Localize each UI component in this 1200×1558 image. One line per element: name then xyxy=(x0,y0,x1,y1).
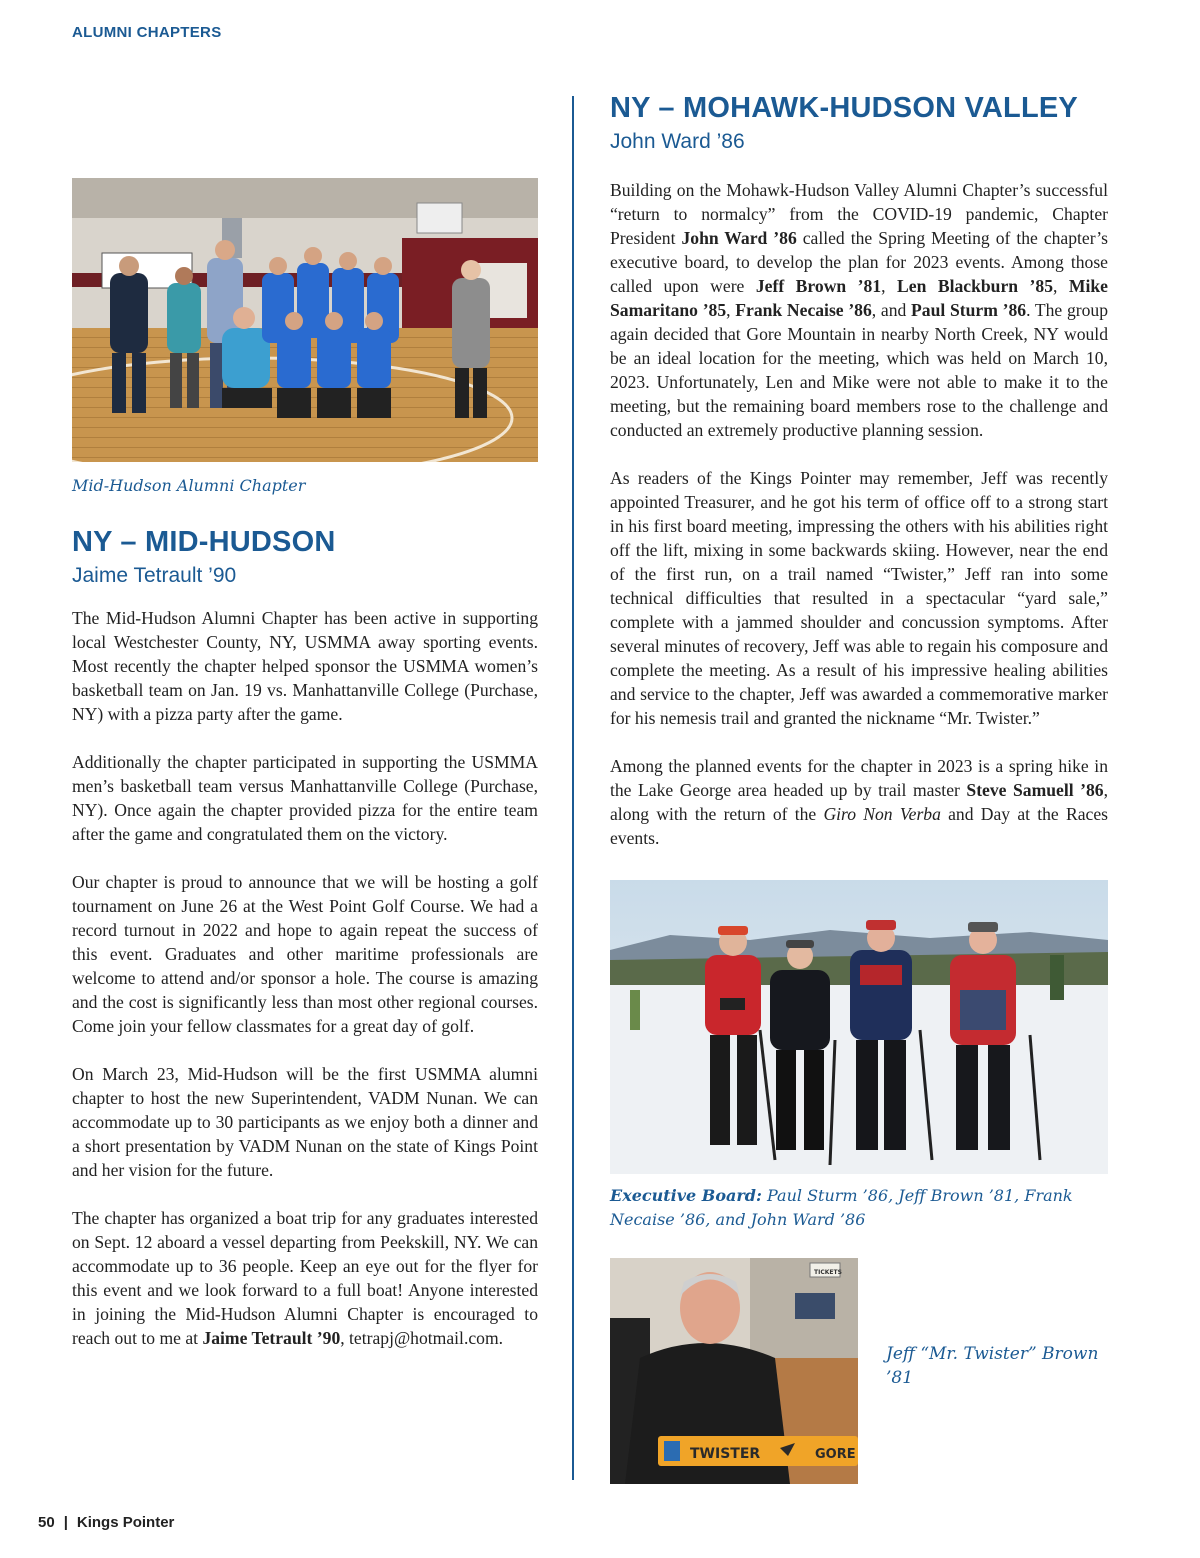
mohawk-hudson-paragraph-1: Building on the Mohawk-Hudson Valley Alumni Chapter’s successful “return to normalcy” from the COVID-19 pandemic, Chapter President John Ward ’86 called the Spring Meeting of the chapter’s executive board, to develop the plan for 2023 events. Among those called upon were Jeff Brown ’81, Len Blackburn ’85, Mike Samaritano ’85, Frank Necaise ’86, and Paul Sturm ’86. The group again decided that Gore Mountain in nearby North Creek, NY would be an ideal location for the meeting, which was held on March 10, 2023. Unfortunately, Len and Mike were not able to make it to the meeting, but the remaining board members rose to the challenge and conducted an extremely productive planning session. xyxy=(610,180,1108,440)
mid-hudson-heading: NY – MID-HUDSON xyxy=(72,526,336,558)
mohawk-hudson-heading: NY – MOHAWK-HUDSON VALLEY xyxy=(610,92,1078,124)
ski-slope-illustration xyxy=(610,880,1108,1174)
mid-hudson-byline: Jaime Tetrault ’90 xyxy=(72,564,237,587)
mid-hudson-photo-caption: Mid-Hudson Alumni Chapter xyxy=(72,476,306,495)
section-tag: ALUMNI CHAPTERS xyxy=(72,24,222,41)
twister-sign-text: TWISTER xyxy=(690,1446,761,1462)
mid-hudson-paragraph-5: The chapter has organized a boat trip for any graduates interested on Sept. 12 aboard a vessel departing from Peekskill, NY. We can accommodate up to 36 people. Keep an eye out for the flyer for this event and we look forward to a full boat! Anyone interested in joining the Mid-Hudson Alumni Chapter is encouraged to reach out to me at Jaime Tetrault ’90, tetrapj@hotmail.com. xyxy=(72,1208,538,1348)
gore-sign-brand: GORE xyxy=(815,1447,856,1462)
page-number: 50 xyxy=(38,1514,55,1531)
mr-twister-caption: Jeff “Mr. Twister” Brown ’81 xyxy=(886,1344,1099,1388)
column-divider xyxy=(572,96,574,1480)
mohawk-hudson-byline: John Ward ’86 xyxy=(610,130,745,153)
mohawk-hudson-paragraph-3: Among the planned events for the chapter in 2023 is a spring hike in the Lake George area headed up by trail master Steve Samuell ’86, along with the return of the Giro Non Verba and Day at the Races events. xyxy=(610,756,1108,848)
mid-hudson-paragraph-2: Additionally the chapter participated in supporting the USMMA men’s basketball team versus Manhattanville College (Purchase, NY). Once again the chapter provided pizza for the entire team after the game and congratulated them on the victory. xyxy=(72,752,538,844)
lodge-scene-illustration xyxy=(610,1258,858,1484)
footer-separator: | xyxy=(63,1514,68,1531)
basketball-team-photo xyxy=(72,178,538,462)
ski-board-photo xyxy=(610,880,1108,1174)
mohawk-hudson-paragraph-2: As readers of the Kings Pointer may remember, Jeff was recently appointed Treasurer, and he got his term of office off to a strong start in his first board meeting, impressing the others with his abilities right off the lift, mixing in some backwards skiing. However, near the end of the first run, on a trail named “Twister,” Jeff ran into some technical difficulties that resulted in a spectacular “yard sale,” complete with a jammed shoulder and concussion symptoms. After several minutes of recovery, Jeff was able to regain his composure and complete the meeting. As a result of his impressive healing abilities and service to the chapter, Jeff was awarded a commemorative marker for his nemesis trail and granted the nickname “Mr. Twister.” xyxy=(610,468,1108,728)
contact-name: Jaime Tetrault ’90 xyxy=(202,1328,341,1348)
mr-twister-photo xyxy=(610,1258,858,1484)
mid-hudson-paragraph-4: On March 23, Mid-Hudson will be the first USMMA alumni chapter to host the new Superintendent, VADM Nunan. We can accommodate up to 30 participants as we enjoy both a dinner and a short presentation by VADM Nunan on the state of Kings Point and her vision for the future. xyxy=(72,1064,538,1180)
ski-board-caption: Executive Board: Paul Sturm ’86, Jeff Brown ’81, Frank Necaise ’86, and John Ward ’86 xyxy=(610,1186,1073,1229)
mohawk-hudson-column xyxy=(610,92,1108,1484)
gym-scene-illustration xyxy=(72,178,538,462)
mid-hudson-column xyxy=(72,178,538,1350)
mid-hudson-paragraph-1: The Mid-Hudson Alumni Chapter has been active in supporting local Westchester County, NY, USMMA away sporting events. Most recently the chapter helped sponsor the USMMA women’s basketball team on Jan. 19 vs. Manhattanville College (Purchase, NY) with a pizza party after the game. xyxy=(72,608,538,724)
ticket-sign-text: TICKETS xyxy=(814,1269,842,1276)
mid-hudson-paragraph-3: Our chapter is proud to announce that we will be hosting a golf tournament on June 26 at the West Point Golf Course. We had a record turnout in 2022 and hope to again repeat the success of this event. Graduates and other maritime professionals are welcome to attend and/or sponsor a hole. The course is amazing and the cost is significantly less than most other regional courses. Come join your fellow classmates for a great day of golf. xyxy=(72,872,538,1036)
publication-name: Kings Pointer xyxy=(76,1514,175,1531)
page-footer xyxy=(38,1514,174,1531)
